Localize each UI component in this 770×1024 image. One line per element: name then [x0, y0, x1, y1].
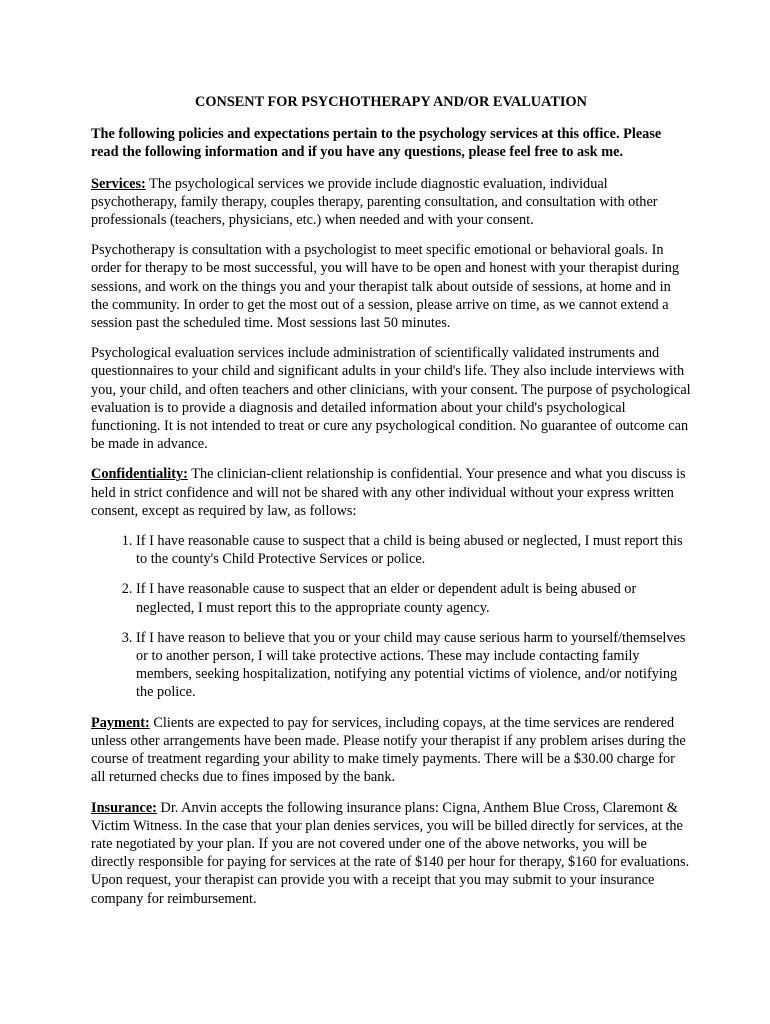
services-section — [91, 175, 691, 230]
list-item: 3. If I have reason to believe that you or your child may cause serious harm to yourself/themselves or to another person, I will take protective actions. These may include contacting family members, seeking hospitalization, notifying any potential victims of violence, and/or notifying the police. — [136, 629, 691, 702]
list-item: 2. If I have reasonable cause to suspect that an elder or dependent adult is being abused or neglected, I must report this to the appropriate county agency. — [136, 580, 691, 616]
services-heading: Services: — [91, 175, 146, 192]
payment-section — [91, 714, 691, 787]
confidentiality-section — [91, 465, 691, 520]
insurance-heading: Insurance: — [91, 799, 157, 816]
confidentiality-exceptions-list — [91, 532, 691, 702]
psychotherapy-paragraph: Psychotherapy is consultation with a psychologist to meet specific emotional or behavioral goals. In order for therapy to be most successful, you will have to be open and honest with your therapist during sessions, and work on the things you and your therapist talk about outside of sessions, at home and in the community. In order to get the most out of a session, please arrive on time, as we cannot extend a session past the scheduled time. Most sessions last 50 minutes. — [91, 242, 680, 332]
payment-heading: Payment: — [91, 714, 150, 731]
payment-text: Clients are expected to pay for services, including copays, at the time services are rendered unless other arrangements have been made. Please notify your therapist if any problem arises during the course of treatment regarding your ability to make timely payments. There will be a $30.00 charge for all returned checks due to fines imposed by the bank. — [91, 714, 686, 786]
document-page — [91, 93, 691, 920]
confidentiality-text: The clinician-client relationship is confidential. Your presence and what you discuss is held in strict confidence and will not be shared with any other individual without your express written consent, except as required by law, as follows: — [91, 466, 686, 519]
services-text: The psychological services we provide include diagnostic evaluation, individual psychotherapy, family therapy, couples therapy, parenting consultation, and consultation with other professionals (teachers, physicians, etc.) when needed and with your consent. — [91, 175, 658, 229]
confidentiality-heading: Confidentiality: — [91, 466, 188, 483]
list-item: 1. If I have reasonable cause to suspect that a child is being abused or neglected, I must report this to the county's Child Protective Services or police. — [136, 532, 691, 568]
insurance-text: Dr. Anvin accepts the following insurance plans: Cigna, Anthem Blue Cross, Claremont & Victim Witness. In the case that your plan denies services, you will be billed directly for services, at the rate negotiated by your plan. If you are not covered under one of the above networks, you will be directly responsible for paying for services at the rate of $140 per hour for therapy, $160 for evaluations. Upon request, your therapist can provide you with a receipt that you may submit to your insurance company for reimbursement. — [91, 799, 690, 907]
evaluation-paragraph: Psychological evaluation services include administration of scientifically validated instruments and questionnaires to your child and significant adults in your child's life. They also include interviews with you, your child, and often teachers and other clinicians, with your consent. The purpose of psychological evaluation is to provide a diagnosis and detailed information about your child's psychological functioning. It is not intended to treat or cure any psychological condition. No guarantee of outcome can be made in advance. — [91, 345, 691, 453]
document-title: CONSENT FOR PSYCHOTHERAPY AND/OR EVALUATION — [195, 94, 587, 110]
insurance-section — [91, 799, 691, 908]
intro-paragraph: The following policies and expectations pertain to the psychology services at this office. Please read the following information and if you have any questions, please feel free to ask me. — [91, 126, 662, 161]
